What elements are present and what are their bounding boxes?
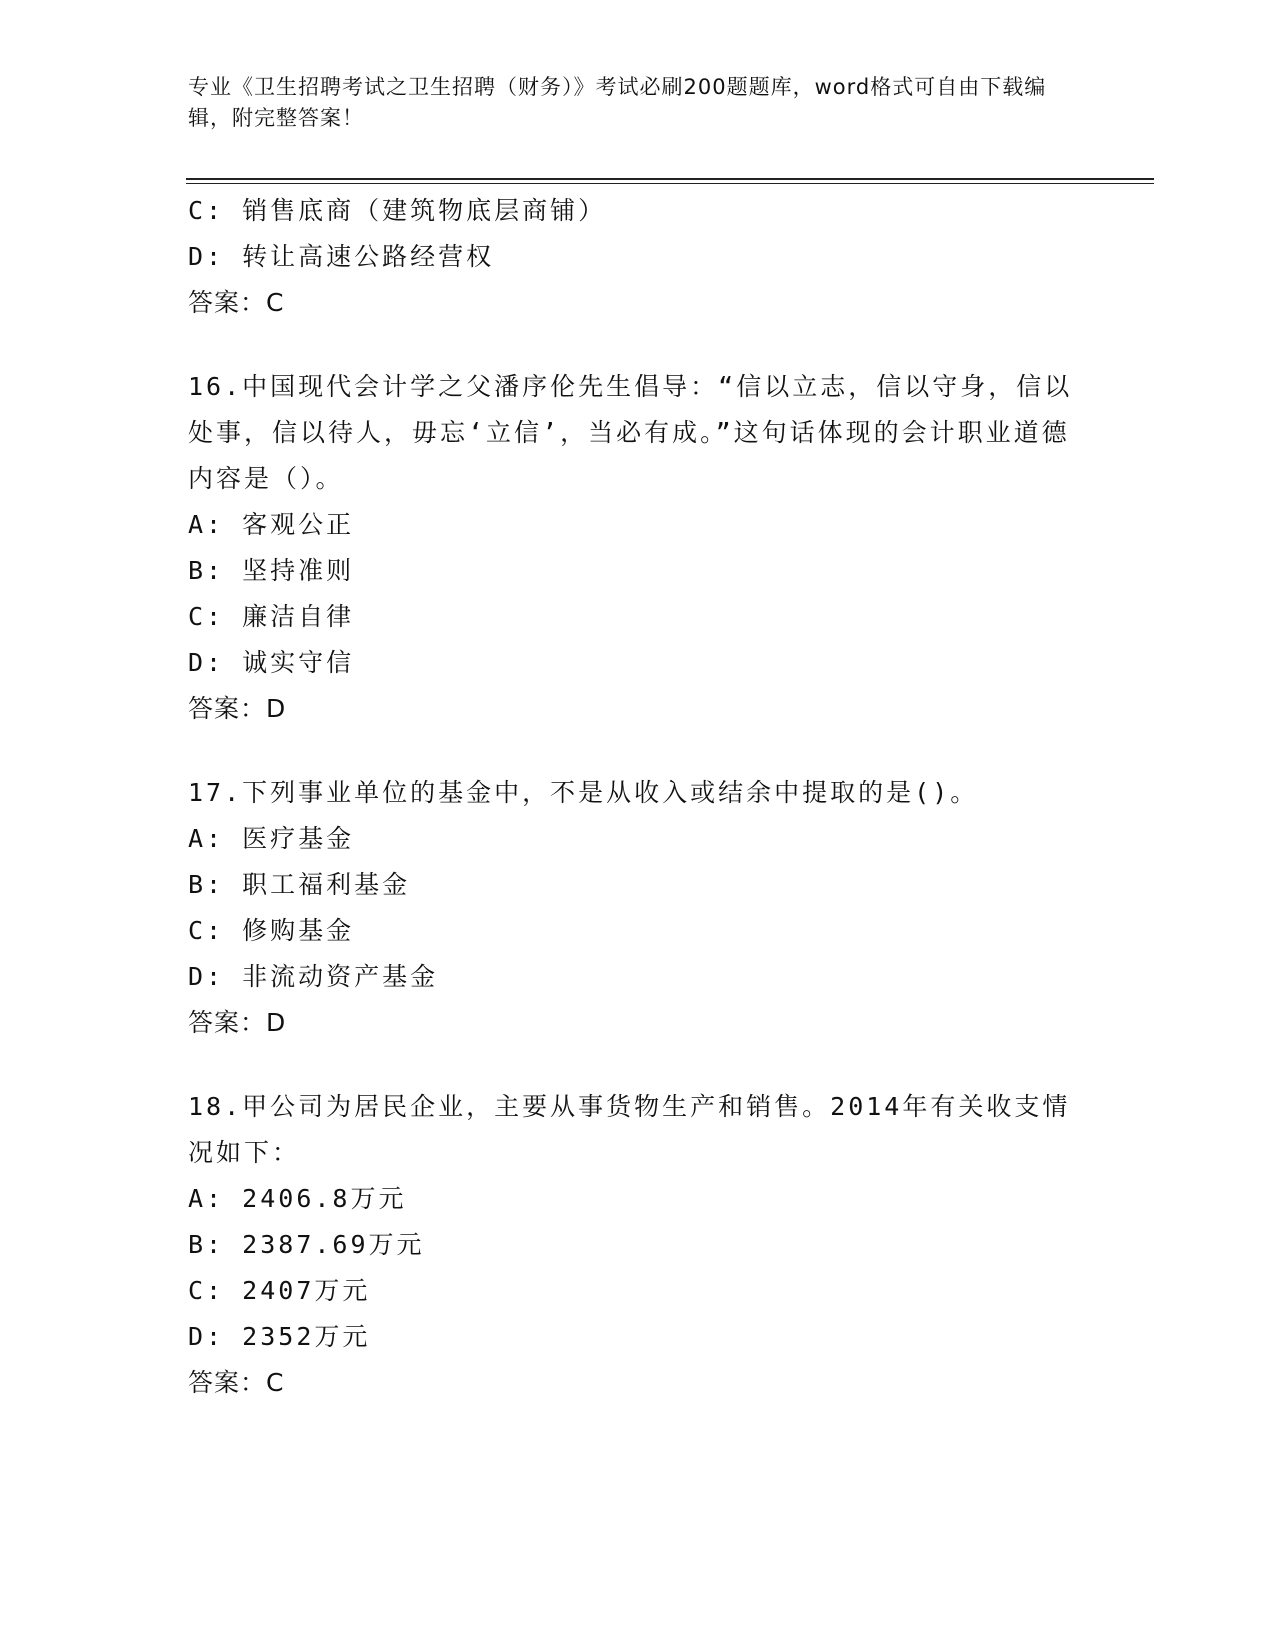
answer-line: 答案：D: [188, 1008, 287, 1037]
option-text: 坚持准则: [242, 556, 355, 585]
document-body: [188, 188, 1088, 1406]
option-text: 非流动资产基金: [242, 962, 439, 991]
option-key: C:: [188, 196, 225, 225]
question-17: [188, 770, 1088, 1046]
spacer: [188, 326, 1088, 364]
option-key: D:: [188, 1322, 225, 1351]
option-key: C:: [188, 1276, 225, 1305]
option-text: 2407万元: [242, 1276, 371, 1305]
option-text: 2387.69万元: [242, 1230, 425, 1259]
option-key: C:: [188, 602, 225, 631]
option-b: [188, 1222, 1088, 1268]
option-text: 诚实守信: [242, 648, 355, 677]
option-key: B:: [188, 556, 225, 585]
option-text: 廉洁自律: [242, 602, 355, 631]
option-key: B:: [188, 870, 225, 899]
question-text: 17.下列事业单位的基金中，不是从收入或结余中提取的是()。: [188, 778, 979, 807]
spacer: [188, 732, 1088, 770]
answer-line: 答案：D: [188, 694, 287, 723]
question-16: [188, 364, 1088, 732]
option-c: [188, 594, 1088, 640]
question-text: 18.甲公司为居民企业，主要从事货物生产和销售。2014年有关收支情况如下：: [188, 1092, 1071, 1167]
option-text: 修购基金: [242, 916, 355, 945]
header-divider-thick: [186, 178, 1154, 180]
option-key: B:: [188, 1230, 225, 1259]
option-a: [188, 816, 1088, 862]
answer-line: 答案：C: [188, 1368, 285, 1397]
option-text: 医疗基金: [242, 824, 355, 853]
option-c: [188, 188, 1088, 234]
option-text: 2352万元: [242, 1322, 371, 1351]
option-d: [188, 640, 1088, 686]
question-fragment: [188, 188, 1088, 326]
option-text: 客观公正: [242, 510, 355, 539]
option-d: [188, 1314, 1088, 1360]
option-text: 转让高速公路经营权: [242, 242, 495, 271]
option-key: D:: [188, 242, 225, 271]
option-b: [188, 862, 1088, 908]
option-key: A:: [188, 1184, 225, 1213]
question-18: [188, 1084, 1088, 1406]
option-d: [188, 954, 1088, 1000]
document-header: 专业《卫生招聘考试之卫生招聘（财务）》考试必刷200题题库，word格式可自由下载编辑，附完整答案！: [188, 75, 1047, 130]
option-c: [188, 908, 1088, 954]
option-key: A:: [188, 824, 225, 853]
option-a: [188, 1176, 1088, 1222]
header-divider-thin: [186, 183, 1154, 184]
question-text: 16.中国现代会计学之父潘序伦先生倡导：“信以立志，信以守身，信以处事，信以待人，毋忘‘立信’，当必有成。”这句话体现的会计职业道德内容是（）。: [188, 372, 1073, 493]
answer-line: 答案：C: [188, 288, 285, 317]
option-key: A:: [188, 510, 225, 539]
option-key: D:: [188, 648, 225, 677]
option-text: 销售底商（建筑物底层商铺）: [242, 196, 607, 225]
option-key: C:: [188, 916, 225, 945]
option-text: 职工福利基金: [242, 870, 411, 899]
option-b: [188, 548, 1088, 594]
option-c: [188, 1268, 1088, 1314]
spacer: [188, 1046, 1088, 1084]
option-a: [188, 502, 1088, 548]
option-text: 2406.8万元: [242, 1184, 407, 1213]
option-key: D:: [188, 962, 225, 991]
option-d: [188, 234, 1088, 280]
